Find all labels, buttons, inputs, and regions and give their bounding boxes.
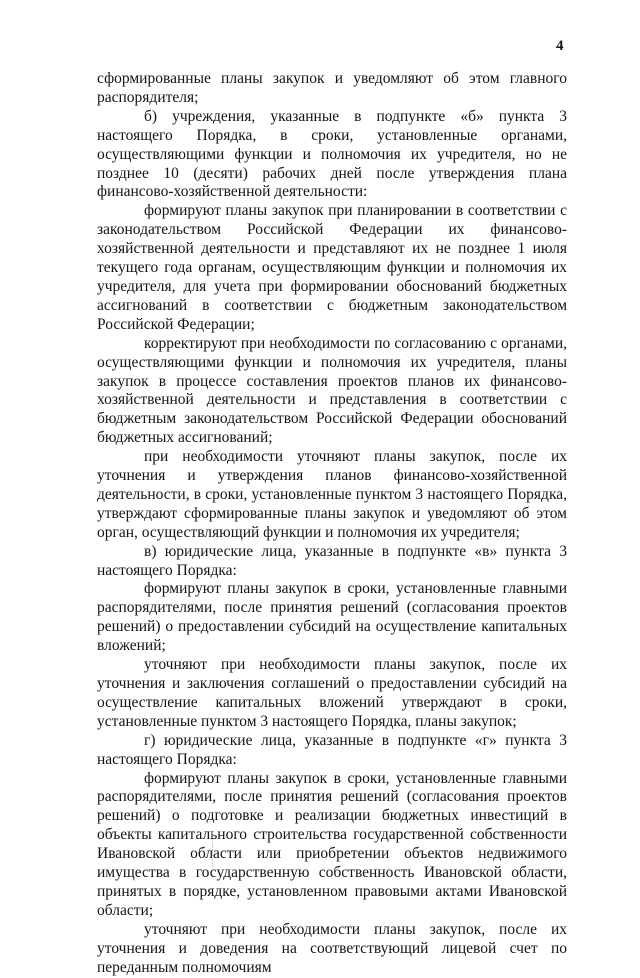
document-body: [97, 70, 567, 978]
paragraph-refine-plans-subsidies: уточняют при необходимости планы закупок, после их уточнения и заключения соглашений о предоставлении субсидий на осуществление капитальных вложений утверждают в сроки, установленные пунктом 3 настоящего Порядка, планы закупок;: [97, 656, 567, 730]
paragraph-form-plans: формируют планы закупок при планировании в соответствии с законодательством Российской Федерации их финансово-хозяйственной деятельности и представляют их не позднее 1 июля текущего года органам, осуществляющим функции и полномочия их учредителя, для учета при формировании обоснований бюджетных ассигнований в соответствии с бюджетным законодательством Российской Федерации;: [97, 202, 567, 333]
paragraph-form-plans-subsidies: формируют планы закупок в сроки, установленные главными распорядителями, после принятия решений (согласования проектов решений) о предоставлении субсидий на осуществление капитальных вложений;: [97, 580, 567, 655]
scan-fold-mark: [212, 832, 213, 866]
paragraph-correct-plans: корректируют при необходимости по согласованию с органами, осуществляющими функции и полномочия их учредителя, планы закупок в процессе составления проектов планов их финансово-хозяйственной деятельности и представления в соответствии с бюджетным законодательством Российской Федерации обоснований бюджетных ассигнований;: [97, 334, 567, 447]
paragraph-item-v: в) юридические лица, указанные в подпункте «в» пункта 3 настоящего Порядка:: [97, 542, 567, 579]
paragraph-refine-plans: при необходимости уточняют планы закупок, после их уточнения и утверждения планов финансово-хозяйственной деятельности, в сроки, установленные пунктом 3 настоящего Порядка, утверждают сформированные планы закупок и уведомляют об этом орган, осуществляющий функции и полномочия их учредителя;: [97, 448, 567, 541]
paragraph-refine-plans-investments: уточняют при необходимости планы закупок, после их уточнения и доведения на соответствующий лицевой счет по переданным полномочиям: [97, 920, 567, 976]
page-number: 4: [556, 38, 564, 54]
paragraph-item-g: г) юридические лица, указанные в подпункте «г» пункта 3 настоящего Порядка:: [97, 731, 567, 768]
paragraph-form-plans-investments: формируют планы закупок в сроки, установленные главными распорядителями, после принятия решений (согласования проектов решений) о подготовке и реализации бюджетных инвестиций в объекты капитального строительства государственной собственности Ивановской области или приобретении объектов недвижимого имущества в государственную собственность Ивановской области, принятых в порядке, установленном правовыми актами Ивановской области;: [97, 769, 567, 919]
paragraph-continuation: сформированные планы закупок и уведомляют об этом главного распорядителя;: [97, 70, 567, 106]
paragraph-item-b: б) учреждения, указанные в подпункте «б» пункта 3 настоящего Порядка, в сроки, установленные органами, осуществляющими функции и полномочия их учредителя, но не позднее 10 (десяти) рабочих дней после утверждения плана финансово-хозяйственной деятельности:: [97, 107, 567, 201]
